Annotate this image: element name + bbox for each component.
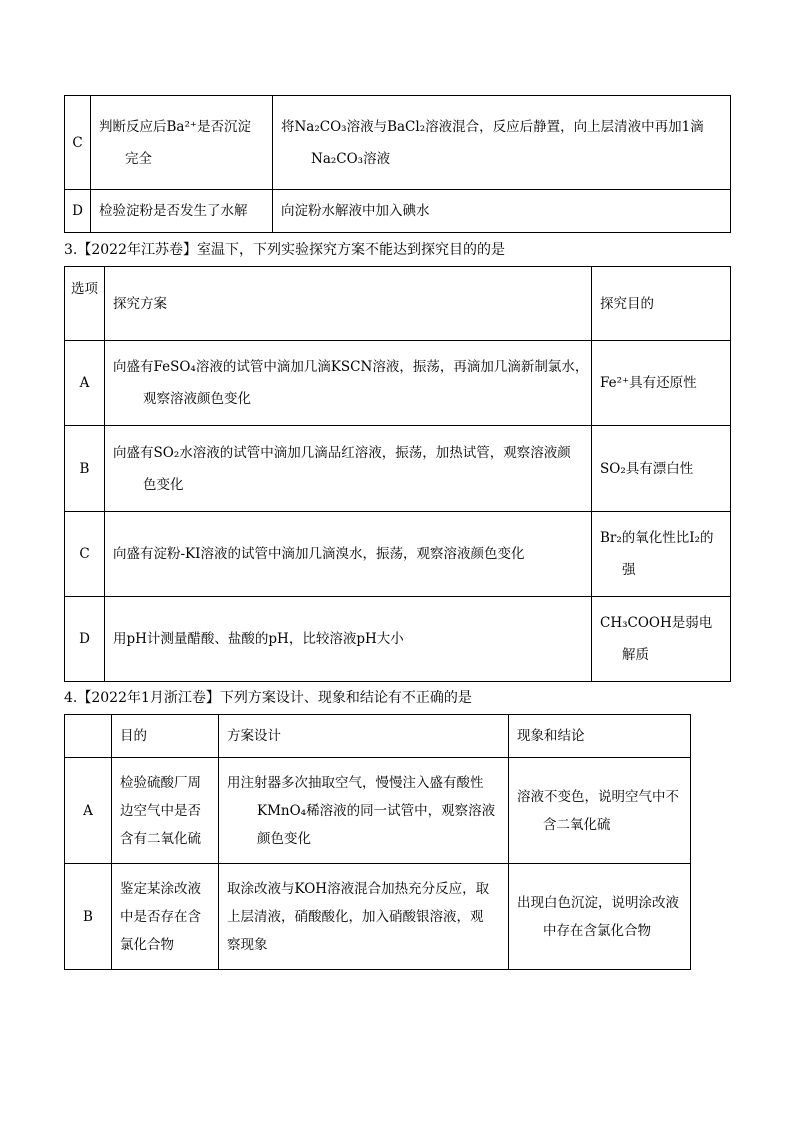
- scheme-cell: 向盛有淀粉-KI溶液的试管中滴加几滴溴水，振荡，观察溶液颜色变化: [105, 512, 592, 597]
- scheme-cell: 用pH计测量醋酸、盐酸的pH，比较溶液pH大小: [105, 597, 592, 682]
- purpose-line: 解质: [622, 647, 649, 663]
- header-result: 现象和结论: [509, 715, 691, 758]
- table-row: [65, 758, 691, 864]
- option-cell: B: [65, 864, 112, 970]
- goal-line: 含有二氧化硫: [120, 830, 201, 847]
- scheme-line: 向盛有FeSO₄溶液的试管中滴加几滴KSCN溶液，振荡，再滴加几滴新制氯水，: [113, 359, 589, 375]
- table-row: [65, 341, 731, 426]
- scheme-line: 将Na₂CO₃溶液与BaCl₂溶液混合，反应后静置，向上层清液中再加1滴: [281, 118, 704, 135]
- design-line: 颜色变化: [257, 830, 311, 847]
- option-cell: C: [65, 96, 91, 190]
- scheme-cell: [273, 96, 731, 190]
- option-cell: A: [65, 341, 105, 426]
- header-purpose: 探究目的: [592, 267, 731, 341]
- question-4-heading: 4.【2022年1月浙江卷】下列方案设计、现象和结论有不正确的是: [64, 690, 472, 706]
- purpose-line: 完全: [125, 150, 152, 167]
- option-cell: C: [65, 512, 105, 597]
- q3-table: [64, 266, 731, 682]
- table-row: [65, 512, 731, 597]
- question-3-heading: 3.【2022年江苏卷】室温下，下列实验探究方案不能达到探究目的的是: [64, 242, 505, 258]
- scheme-line: 观察溶液颜色变化: [143, 391, 251, 407]
- option-cell: B: [65, 426, 105, 512]
- table-header-row: [65, 715, 691, 758]
- result-cell: [509, 864, 691, 970]
- header-goal: 目的: [112, 715, 219, 758]
- purpose-cell: 检验淀粉是否发生了水解: [91, 190, 273, 233]
- result-line: 中存在含氯化合物: [543, 922, 651, 939]
- result-line: 含二氧化硫: [543, 816, 611, 833]
- option-cell: D: [65, 597, 105, 682]
- design-line: 用注射器多次抽取空气，慢慢注入盛有酸性: [227, 774, 484, 791]
- scheme-line: 色变化: [143, 476, 184, 493]
- design-line: 上层清液，硝酸酸化，加入硝酸银溶液，观: [227, 908, 484, 925]
- design-cell: [219, 758, 509, 864]
- design-line: 取涂改液与KOH溶液混合加热充分反应，取: [227, 880, 490, 897]
- table-header-row: [65, 267, 731, 341]
- scheme-cell: [105, 426, 592, 512]
- goal-line: 检验硫酸厂周: [120, 774, 201, 791]
- table-row: [65, 864, 691, 970]
- purpose-line: 强: [622, 562, 636, 578]
- header-design: 方案设计: [219, 715, 509, 758]
- table-row: [65, 426, 731, 512]
- scheme-line: 向盛有SO₂水溶液的试管中滴加几滴品红溶液，振荡，加热试管，观察溶液颜: [113, 444, 571, 461]
- goal-line: 边空气中是否: [120, 802, 201, 819]
- table-row: [65, 190, 731, 233]
- purpose-cell: [91, 96, 273, 190]
- goal-line: 中是否存在含: [120, 908, 201, 925]
- header-option: 选项: [65, 267, 105, 341]
- purpose-cell: SO₂具有漂白性: [592, 426, 731, 512]
- option-cell: A: [65, 758, 112, 864]
- goal-line: 鉴定某涂改液: [120, 880, 201, 897]
- purpose-cell: [592, 597, 731, 682]
- goal-line: 氯化合物: [120, 936, 174, 953]
- purpose-line: 判断反应后Ba²⁺是否沉淀: [99, 118, 252, 135]
- design-cell: [219, 864, 509, 970]
- purpose-cell: [592, 512, 731, 597]
- scheme-line: Na₂CO₃溶液: [311, 150, 391, 167]
- result-line: 溶液不变色，说明空气中不: [517, 788, 679, 805]
- q4-table: [64, 714, 691, 970]
- table-row: [65, 96, 731, 190]
- purpose-line: CH₃COOH是弱电: [600, 615, 713, 631]
- result-cell: [509, 758, 691, 864]
- option-cell: D: [65, 190, 91, 233]
- design-line: 察现象: [227, 936, 268, 953]
- table-row: [65, 597, 731, 682]
- goal-cell: [112, 758, 219, 864]
- purpose-cell: Fe²⁺具有还原性: [592, 341, 731, 426]
- scheme-cell: 向淀粉水解液中加入碘水: [273, 190, 731, 233]
- header-option: [65, 715, 112, 758]
- q2-table: [64, 95, 731, 233]
- goal-cell: [112, 864, 219, 970]
- result-line: 出现白色沉淀，说明涂改液: [517, 894, 679, 911]
- header-scheme: 探究方案: [105, 267, 592, 341]
- scheme-cell: [105, 341, 592, 426]
- purpose-line: Br₂的氧化性比I₂的: [600, 530, 714, 546]
- design-line: KMnO₄稀溶液的同一试管中，观察溶液: [257, 802, 496, 819]
